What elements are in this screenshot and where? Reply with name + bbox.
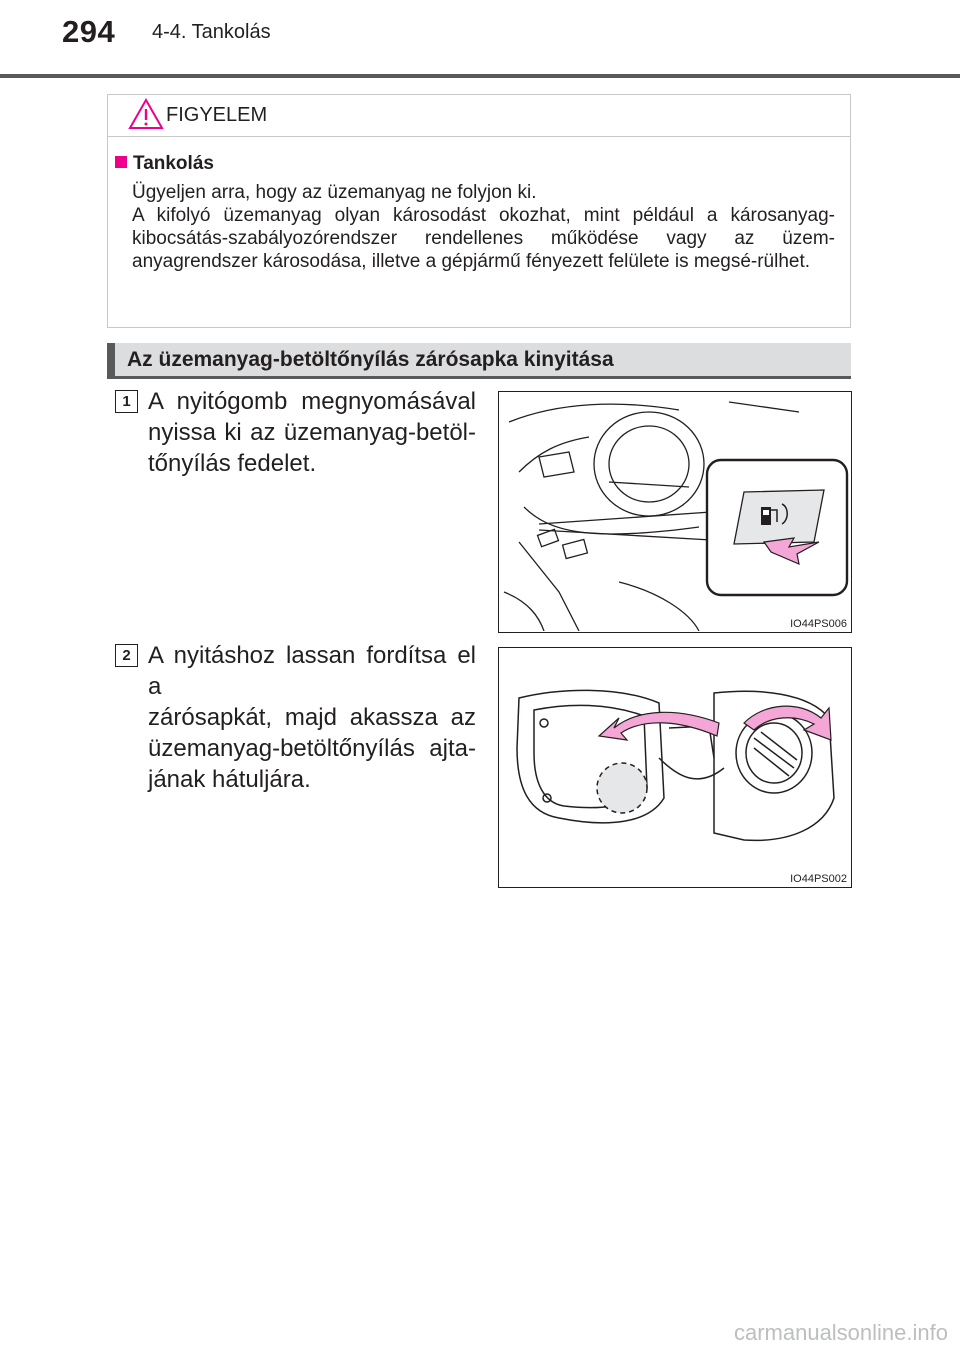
- step-line: zárósapkát, majd akassza az: [148, 704, 476, 731]
- warning-text: [132, 181, 835, 273]
- section-bar-accent: [107, 343, 115, 376]
- step-line: A nyitáshoz lassan fordítsa el a: [148, 642, 476, 700]
- warning-subheading-text: Tankolás: [133, 153, 214, 174]
- header-rule: [0, 74, 960, 78]
- warning-line: Ügyeljen arra, hogy az üzemanyag ne folyjon ki.: [132, 182, 537, 203]
- figure-fuel-door-button: [498, 391, 852, 633]
- step-text: [148, 386, 476, 479]
- section-title-bar: [107, 343, 851, 379]
- warning-subheading: [115, 153, 214, 175]
- warning-box: [107, 94, 851, 328]
- dashboard-illustration: [499, 392, 850, 631]
- step-line: jának hátuljára.: [148, 766, 311, 793]
- bullet-square-icon: [115, 156, 127, 168]
- warning-head: [108, 95, 850, 137]
- warning-title: FIGYELEM: [166, 104, 268, 126]
- warning-triangle-icon: [128, 97, 164, 131]
- step-line: tőnyílás fedelet.: [148, 450, 317, 477]
- fuel-cap-illustration: [499, 648, 850, 886]
- section-title: Az üzemanyag-betöltőnyílás zárósapka kinyitása: [127, 348, 614, 371]
- figure-code: IO44PS006: [790, 618, 847, 630]
- figure-fuel-cap: [498, 647, 852, 888]
- warning-line: A kifolyó üzemanyag olyan károsodást okozhat, mint például a károsanyag-kibocsátás-szabályozórendszer rendellenes működése vagy az üzem-anyagrendszer károsodása, illetve a gépjármű fényezett felülete is megsé-rülhet.: [132, 205, 835, 272]
- figure-code: IO44PS002: [790, 873, 847, 885]
- step-text: [148, 640, 476, 795]
- section-header: 4-4. Tankolás: [152, 21, 271, 43]
- step-line: A nyitógomb megnyomásával: [148, 388, 476, 415]
- step-number: 1: [115, 390, 138, 413]
- step-line: nyissa ki az üzemanyag-betöl-: [148, 419, 476, 446]
- step-line: üzemanyag-betöltőnyílás ajta-: [148, 735, 476, 762]
- footer-watermark: carmanualsonline.info: [733, 1320, 948, 1345]
- page-number: 294: [62, 14, 116, 49]
- step-number: 2: [115, 644, 138, 667]
